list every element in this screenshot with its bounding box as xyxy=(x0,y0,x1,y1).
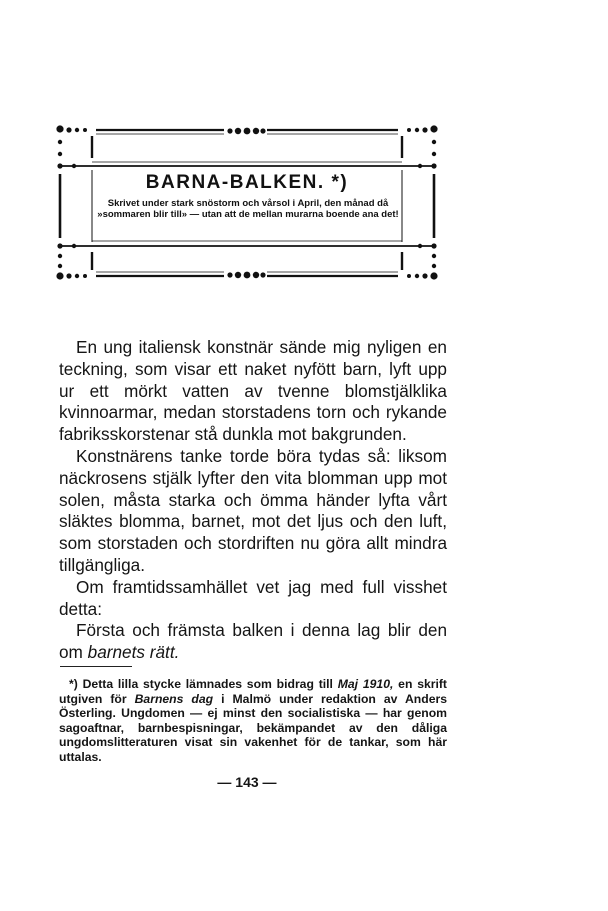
paragraph xyxy=(59,620,447,664)
body-text xyxy=(59,337,447,664)
footnote-italic-text: Maj 1910, xyxy=(337,677,394,691)
footnote-text: Detta lilla stycke lämnades som bidrag till xyxy=(77,677,338,691)
footnote-italic-text: Barnens dag xyxy=(134,691,214,706)
ornamental-frame xyxy=(52,114,442,282)
paragraph: Om framtidssamhället vet jag med full visshet detta: xyxy=(59,576,447,619)
footnote-text: en skrift utgiven för xyxy=(59,677,447,706)
paragraph-text: Första och främsta balken i denna lag blir den om xyxy=(59,620,447,663)
footnote-divider xyxy=(60,666,132,667)
emphasized-text: barnets rätt. xyxy=(87,642,180,663)
footnote xyxy=(59,677,447,765)
paragraph: Konstnärens tanke torde böra tydas så: liksom näckrosens stjälk lyfter den vita blomman upp mot solen, måsta starka och ömma händer lyfta vårt släktes blomma, barnet, mot det ljus och den luft, som storstaden och stordriften nu göra allt mindra tillgängliga. xyxy=(59,445,447,575)
chapter-title: BARNA-BALKEN. *) xyxy=(145,172,349,193)
footnote-marker: *) xyxy=(69,677,78,691)
page-number: — 143 — xyxy=(217,774,277,790)
paragraph: En ung italiensk konstnär sände mig nyligen en teckning, som visar ett naket nyfött barn, lyft upp ur ett mörkt vatten av tvenne blomstjälklika kvinnoarmar, medan storstadens torn och rykande fabriksskorstenar stå dunkla mot bakgrunden. xyxy=(59,337,447,445)
footnote-text: i Malmö under redaktion av Anders Österling. Ungdomen — ej minst den socialistiska — har genom sagoaftnar, barnbespisningar, bekämpandet av den dåliga ungdomslitteraturen visat sin vakenhet för de tankar, som här uttalas. xyxy=(59,691,447,764)
chapter-subtitle: Skrivet under stark snöstorm och vårsol i April, den månad då »sommaren blir till» — utan att de mellan murarna boende ana det! xyxy=(97,198,399,220)
